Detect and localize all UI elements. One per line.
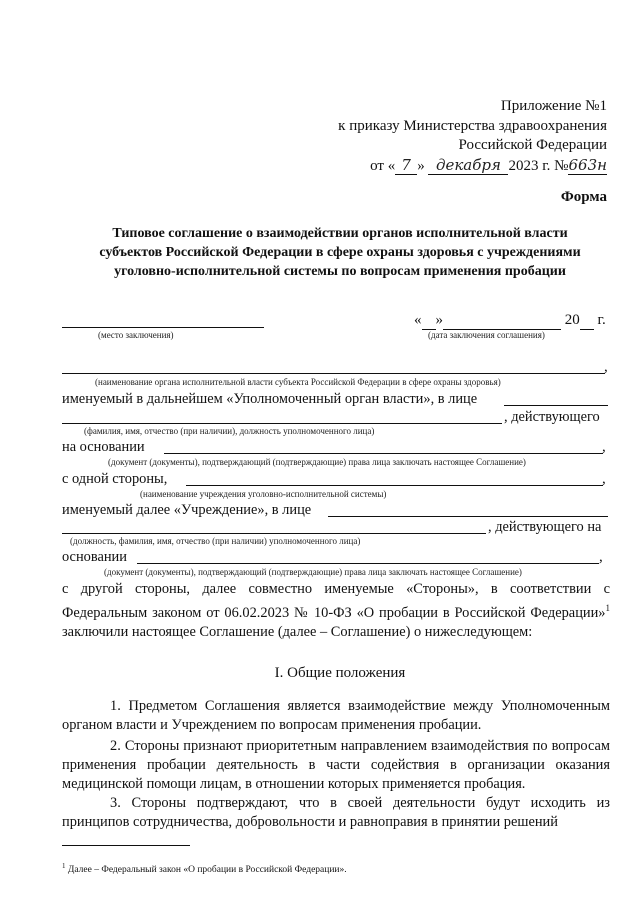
form-label: Форма bbox=[560, 189, 607, 205]
clause-3: 3. Стороны подтверждают, что в своей деятельности будут исходить из принципов сотрудничества, добровольности и равноправия в принятии решений bbox=[62, 795, 610, 830]
one-side-text: с одной стороны, bbox=[62, 471, 168, 487]
date-prefix: от « bbox=[370, 158, 396, 174]
section-heading: I. Общие положения bbox=[274, 665, 406, 681]
appendix-number: Приложение №1 bbox=[500, 98, 607, 114]
clause-2: 2. Стороны признают приоритетным направлением взаимодействия по вопросам применения пробации деятельность в части содействия в организации оказания медицинской помощи лицам, в отношении которых применяется пробация. bbox=[62, 738, 610, 792]
year-prefix: 20 bbox=[564, 312, 580, 328]
year-number-label: 2023 г. № bbox=[508, 158, 569, 174]
inst-person-line-1 bbox=[328, 516, 608, 517]
doc-caption-1: (документ (документы), подтверждающий (подтверждающие) права лица заключать настоящее Соглашение) bbox=[108, 457, 526, 467]
document-title-line-2: субъектов Российской Федерации в сфере охраны здоровья с учреждениями bbox=[99, 245, 581, 260]
organ-name-line bbox=[62, 373, 605, 374]
preamble-paragraph bbox=[62, 580, 610, 642]
doc-caption-2: (документ (документы), подтверждающий (подтверждающие) права лица заключать настоящее Соглашение) bbox=[104, 567, 522, 577]
place-caption: (место заключения) bbox=[98, 330, 174, 340]
order-reference: к приказу Министерства здравоохранения bbox=[338, 118, 607, 134]
fio-caption-2: (должность, фамилия, имя, отчество (при наличии) уполномоченного лица) bbox=[70, 536, 361, 546]
document-title-line-1: Типовое соглашение о взаимодействии органов исполнительной власти bbox=[112, 226, 568, 241]
date-open-quote: « bbox=[414, 312, 422, 328]
named-organ-text: именуемый в дальнейшем «Уполномоченный орган власти», в лице bbox=[62, 391, 478, 407]
footnote bbox=[62, 860, 347, 876]
footnote-marker: 1 bbox=[605, 603, 610, 613]
organ-name-caption: (наименование органа исполнительной власти субъекта Российской Федерации в сфере охраны здоровья) bbox=[95, 377, 501, 387]
footnote-text: Далее – Федеральный закон «О пробации в Российской Федерации». bbox=[67, 865, 347, 876]
basis-line-2 bbox=[137, 563, 599, 564]
document-title-line-3: уголовно-исполнительной системы по вопросам применения пробации bbox=[114, 264, 566, 279]
organ-person-line-1 bbox=[504, 405, 608, 406]
footnote-number: 1 bbox=[62, 862, 66, 870]
year-blank bbox=[580, 311, 594, 330]
preamble-text-end: заключили настоящее Соглашение (далее – Соглашение) о нижеследующем: bbox=[62, 623, 533, 640]
institution-caption: (наименование учреждения уголовно-исполнительной системы) bbox=[140, 489, 387, 499]
federation-line: Российской Федерации bbox=[458, 137, 607, 153]
order-date-line bbox=[370, 156, 607, 175]
date-caption: (дата заключения соглашения) bbox=[428, 330, 545, 340]
place-field-line bbox=[62, 327, 264, 328]
footnote-separator bbox=[62, 845, 190, 846]
named-institution-text: именуемый далее «Учреждение», в лице bbox=[62, 502, 312, 518]
basis-label-1: на основании bbox=[62, 439, 145, 455]
year-suffix: г. bbox=[597, 312, 606, 328]
acting-text-2: , действующего на bbox=[488, 519, 602, 535]
date-mid: » bbox=[417, 158, 425, 174]
clause-1: 1. Предметом Соглашения является взаимодействие между Уполномоченным органом власти и Учреждением по вопросам применения пробации. bbox=[62, 698, 610, 733]
handwritten-day: 7 bbox=[395, 156, 417, 175]
agreement-date-fill bbox=[414, 311, 606, 330]
preamble-text: с другой стороны, далее совместно именуемые «Стороны», в соответствии с Федеральным законом от 06.02.2023 № 10-ФЗ «О пробации в Российской Федерации» bbox=[62, 581, 610, 621]
institution-line bbox=[186, 485, 603, 486]
basis-label-2: основании bbox=[62, 549, 127, 565]
handwritten-order-number: 663н bbox=[568, 156, 607, 174]
fio-caption-1: (фамилия, имя, отчество (при наличии), должность уполномоченного лица) bbox=[84, 426, 375, 436]
handwritten-month: декабря bbox=[428, 156, 508, 175]
basis-line-1 bbox=[164, 453, 603, 454]
acting-text-1: , действующего bbox=[504, 409, 600, 425]
month-blank bbox=[443, 311, 561, 330]
organ-person-line-2 bbox=[62, 423, 502, 424]
date-close-quote: » bbox=[435, 312, 443, 328]
day-blank bbox=[422, 311, 436, 330]
inst-person-line-2 bbox=[62, 533, 486, 534]
